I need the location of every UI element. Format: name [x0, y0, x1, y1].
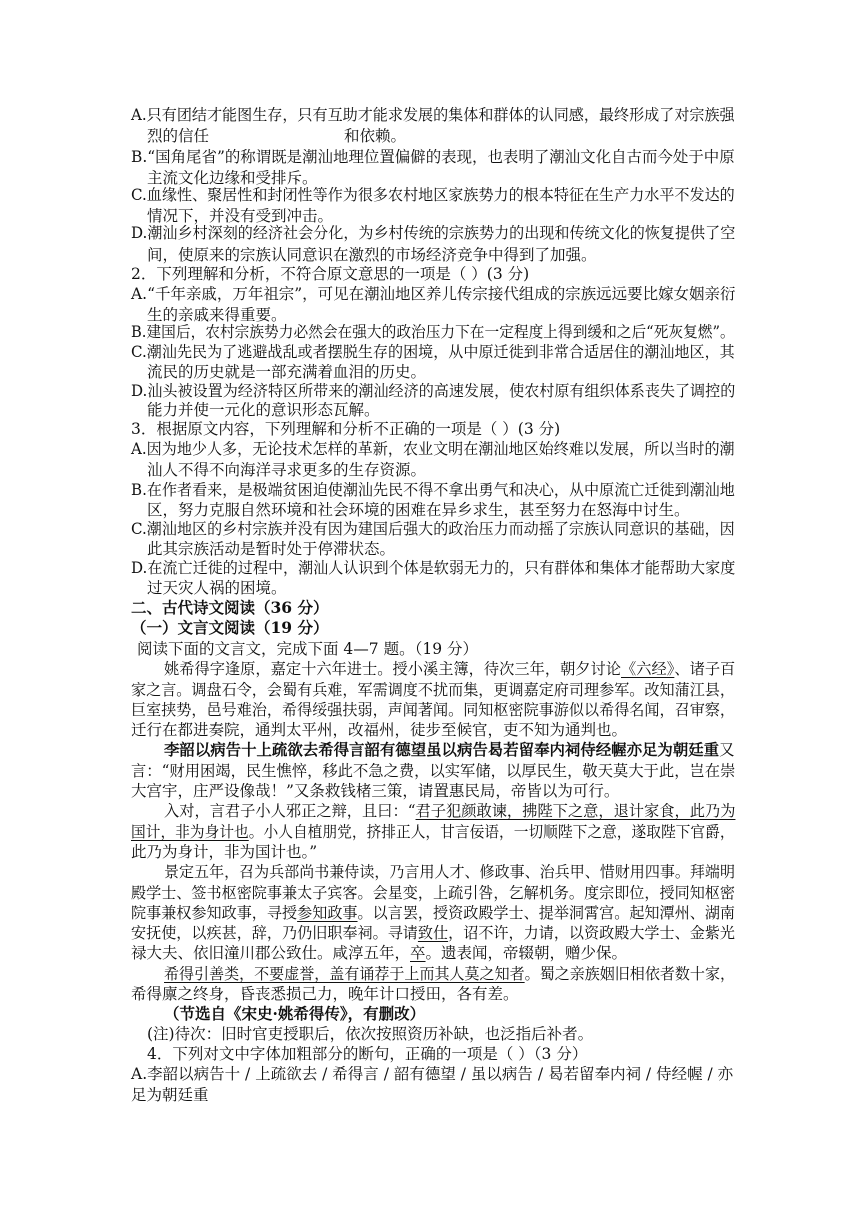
q3-stem: 3．根据原文内容，下列理解和分析不正确的一项是（ ）(3 分): [131, 420, 561, 438]
q2-option-a-line1: A.“千年亲戚，万年祖宗”，可见在潮汕地区养儿传宗接代组成的宗族远远要比嫁女姻亲衍: [131, 285, 736, 303]
q1-option-d-line1: D.潮汕乡村深刻的经济社会分化，为乡村传统的宗族势力的出现和传统文化的恢复提供了空: [131, 224, 736, 242]
q2-option-d-line1: D.汕头被设置为经济特区所带来的潮汕经济的高速发展，使农村原有组织体系丧失了调控的: [131, 382, 736, 400]
subsection-title: （一）文言文阅读（19 分）: [131, 618, 329, 637]
passage-text: 。以言罢，授资政殿学士、提举洞霄宫。起知潭州、湖南: [357, 904, 736, 922]
q3-option-b-line1: B.在作者看来，是极端贫困迫使潮汕先民不得不拿出勇气和决心，从中原流亡迁徙到潮汕地: [131, 481, 735, 499]
passage-p1-line3: 巨室挟势，邑号难治，希得绥强扶弱，声闻著闻。同知枢密院事游似以希得名闻，召审察，: [131, 701, 736, 719]
q2-option-c-line2: 流民的历史就是一部充满着血泪的历史。: [147, 363, 427, 381]
passage-p4-line5: [131, 942, 627, 964]
q4-option-a-line1: A.李韶以病告十 / 上疏欲去 / 希得言 / 韶有德望 / 虽以病告 / 曷若留奉内祠 / 侍经幄 / 亦: [131, 1065, 734, 1083]
q3-option-b-line2: 区，努力克服自然环境和社会环境的困难在异乡求生，甚至努力在怒海中讨生。: [147, 501, 690, 519]
passage-text: 、诸子百: [674, 660, 736, 678]
q1-option-b-line2: 主流文化边缘和受排斥。: [147, 169, 318, 187]
passage-text: ，诏不许，力请，以资政殿大学士、金紫光: [448, 924, 736, 942]
passage-p1-line4: 迁行在都进奏院，通判太平州，改福州，徒步至候官，吏不知为通判也。: [131, 721, 628, 739]
q2-stem: 2．下列理解和分析，不符合原文意思的一项是（ ）(3 分): [131, 265, 530, 283]
q2-option-b: B.建国后，农村宗族势力必然会在强大的政治压力下在一定程度上得到缓和之后“死灰复燃”。: [131, 323, 735, 341]
passage-p2-line3: 大宫宇，庄严设像哉！”又条救钱楮三策，请置惠民局，帝皆以为可行。: [131, 782, 620, 800]
passage-p3-line3: 此乃为身计，非为国计也。”: [131, 843, 318, 861]
q2-option-d-line2: 能力并使一元化的意识形态瓦解。: [147, 401, 380, 419]
passage-p3-line2: [131, 821, 735, 843]
q4-option-a-line2: 足为朝廷重: [131, 1086, 209, 1104]
underlined-term: 《六经》: [621, 660, 675, 678]
passage-text: 入对，言君子小人邪正之辩，且曰：“: [164, 802, 416, 820]
underlined-term: 卒: [410, 944, 426, 962]
q1-option-d-line2: 间，使原来的宗族认同意识在激烈的市场经济竞争中得到了加强。: [147, 246, 597, 264]
underlined-term: 参知政事: [297, 904, 358, 922]
passage-source: （节选自《宋史·姚希得传》，有删改）: [164, 1004, 426, 1023]
passage-p1-line1: [164, 658, 735, 680]
passage-p1-line2: 家之言。调盘石令，会蜀有兵难，军需调度不扰而集，更调嘉定府司理参军。改知蒲江县，: [131, 681, 736, 699]
passage-text: 姚希得字逢原，嘉定十六年进士。授小溪主簿，待次三年，朝夕讨论: [164, 660, 622, 678]
passage-p4-line3: [131, 902, 735, 924]
q1-option-c-line2: 情况下，并没有受到冲击。: [147, 207, 334, 225]
underlined-sentence: 国计，非为身计也: [131, 823, 249, 841]
footnote: (注)待次：旧时官吏授职后，依次按照资历补缺，也泛指后补者。: [147, 1025, 594, 1043]
passage-text: 安抚使，以疾甚，辞，乃仍旧职奉祠。寻请: [131, 924, 418, 942]
q3-option-d-line2: 过天灾人祸的困境。: [147, 579, 287, 597]
reading-instruction: 阅读下面的文言文，完成下面 4—7 题。（19 分）: [137, 640, 478, 658]
passage-p5-line2: 希得廪之终身，昏丧悉损己力，晚年计口授田，各有差。: [131, 985, 519, 1003]
passage-p4-line4: [131, 922, 735, 944]
q1-option-a-line2a: 烈的信任: [147, 127, 210, 145]
passage-p4-line2: 殿学士、签书枢密院事兼太子宾客。会星变，上疏引咎，乞解机务。度宗即位，授同知枢密: [131, 884, 736, 902]
passage-p4-line1: 景定五年，召为兵部尚书兼侍读，乃言用人才、修政事、治兵甲、惜财用四事。拜端明: [164, 863, 735, 881]
q3-option-d-line1: D.在流亡迁徙的过程中，潮汕人认识到个体是软弱无力的，只有群体和集体才能帮助大家度: [131, 559, 736, 577]
underlined-term: 致仕: [417, 924, 449, 942]
bold-sentence: 李韶以病告十上疏欲去希得言韶有德望虽以病告曷若留奉内祠侍经幄亦足为朝廷重: [164, 740, 720, 759]
q3-option-c-line1: C.潮汕地区的乡村宗族并没有因为建国后强大的政治压力而动摇了宗族认同意识的基础，因: [131, 520, 735, 538]
q3-option-a-line2: 汕人不得不向海洋寻求更多的生存资源。: [147, 461, 427, 479]
passage-text: 禄大夫、依旧潼川郡公致仕。咸淳五年，: [131, 944, 411, 962]
q2-option-c-line1: C.潮汕先民为了逃避战乱或者摆脱生存的困境，从中原迁徙到非常合适居住的潮汕地区，其: [131, 343, 735, 361]
passage-text: 。小人自植朋党，挤排正人，甘言佞语，一切顺陛下之意，遂取陛下官爵，: [248, 823, 735, 841]
underlined-sentence: 希得引善类，不要虚誉，盖有诵荐于上而其人莫之知者: [164, 965, 525, 983]
passage-p5-line1: [164, 963, 735, 985]
passage-p2-line1: [164, 739, 735, 761]
passage-p3-line1: [164, 800, 735, 822]
section-title: 二、古代诗文阅读（36 分）: [131, 598, 329, 617]
q1-option-a-line2b: 和依赖。: [344, 127, 407, 145]
underlined-sentence: 君子犯颜敢谏，拂陛下之意，退计家食，此乃为: [415, 802, 736, 820]
q2-option-a-line2: 生的亲戚来得重要。: [147, 306, 287, 324]
q1-option-a-line1: A.只有团结才能图生存，只有互助才能求发展的集体和群体的认同感，最终形成了对宗族强: [131, 106, 735, 124]
q3-option-c-line2: 此其宗族活动是暂时处于停滞状态。: [147, 540, 396, 558]
passage-text: 院事兼权参知政事，寻授: [131, 904, 298, 922]
q1-option-c-line1: C.血缘性、聚居性和封闭性等作为很多农村地区家族势力的根本特征在生产力水平不发达的: [131, 186, 735, 204]
q1-option-b-line1: B.“国角尾省”的称谓既是潮汕地理位置偏僻的表现，也表明了潮汕文化自古而今处于中原: [131, 148, 735, 166]
passage-text: 又: [719, 741, 735, 759]
q4-stem: 4．下列对文中字体加粗部分的断句，正确的一项是（ ）（3 分）: [147, 1045, 588, 1063]
passage-p2-line2: 言：“财用困竭，民生憔悴，移此不急之费，以实军储，以厚民生，敬天莫大于此，岂在崇: [131, 762, 736, 780]
passage-text: 。遗表闻，帝辍朝，赠少保。: [425, 944, 628, 962]
q3-option-a-line1: A.因为地少人多，无论技术怎样的革新，农业文明在潮汕地区始终难以发展，所以当时的潮: [131, 440, 735, 458]
passage-text: 。蜀之亲族姻旧相依者数十家，: [524, 965, 736, 983]
